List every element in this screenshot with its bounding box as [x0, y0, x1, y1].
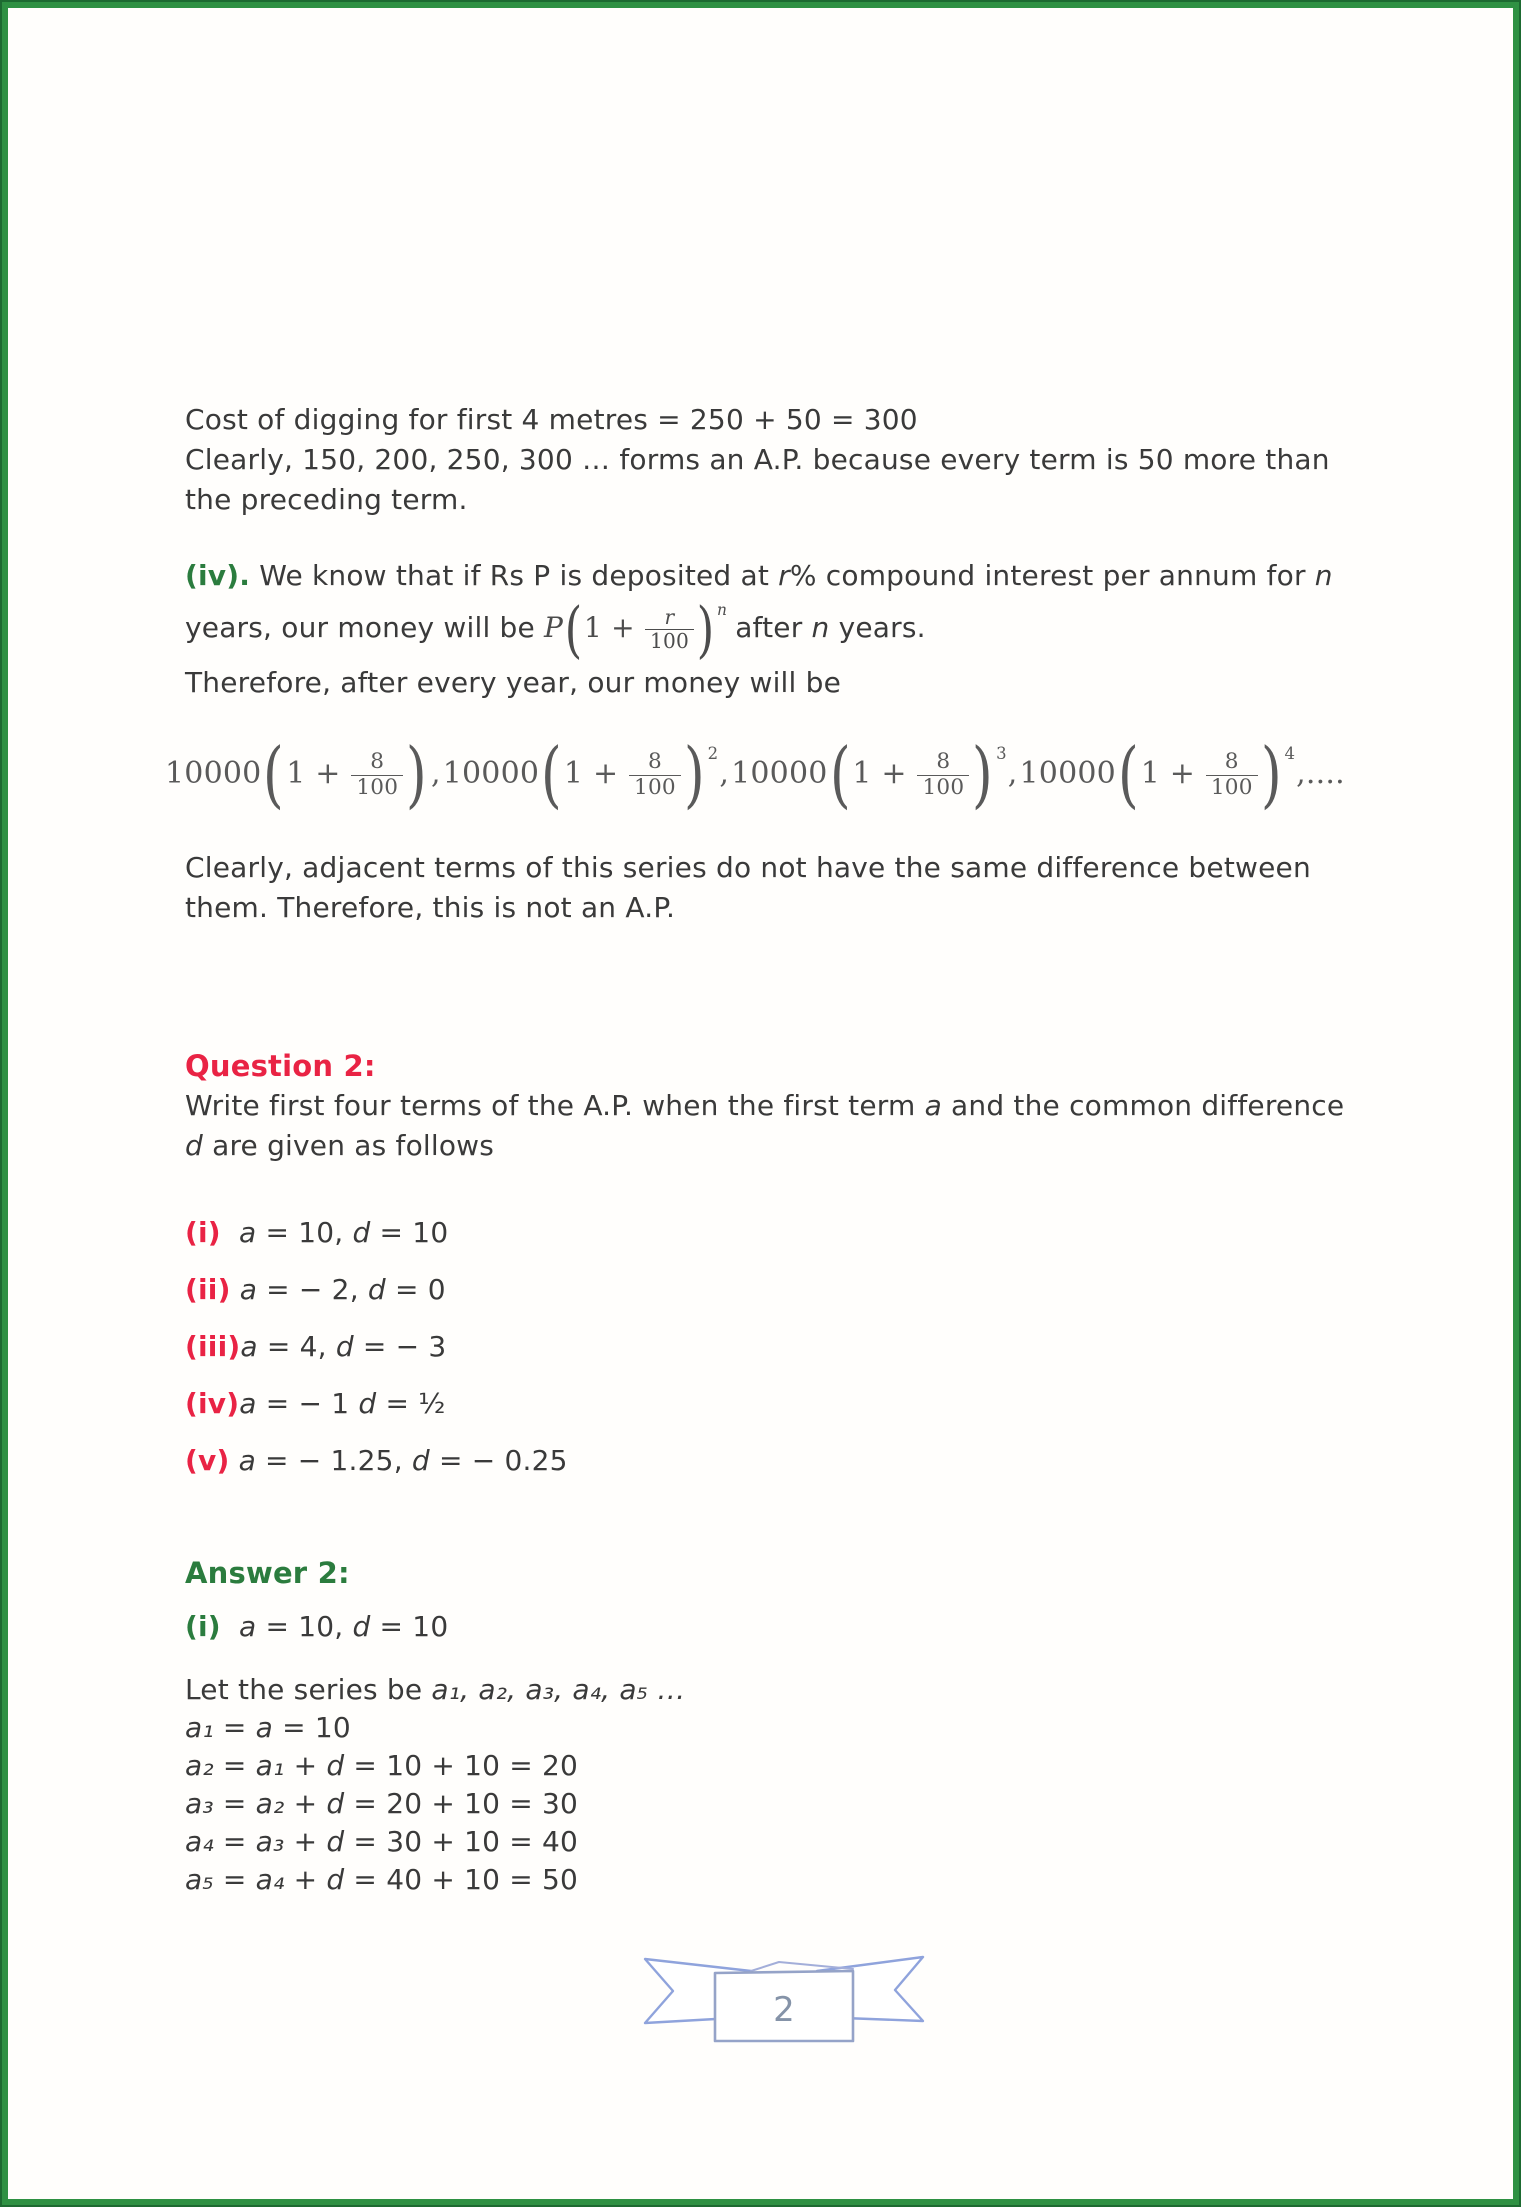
item-text: = 0 [385, 1273, 446, 1306]
term-coefficient: 10000 [1019, 756, 1116, 791]
question-2-text: and the common difference [941, 1089, 1345, 1122]
eq-var: d [326, 1825, 345, 1858]
item-text: = 10, [256, 1216, 353, 1249]
equation-a5 [185, 1861, 1363, 1899]
eq-text: = 30 + 10 = 40 [344, 1825, 578, 1858]
eq-var: a₅ [185, 1863, 214, 1896]
eq-var: a₃ [185, 1787, 214, 1820]
eq-text: = 10 + 10 = 20 [344, 1749, 578, 1782]
formula-term-2: 10000(1 + $\frac{8}{100}$ ) 2, [443, 756, 731, 791]
eq-text: + [284, 1825, 327, 1858]
var-a: a [239, 1273, 258, 1306]
fraction-numerator: 8 [629, 750, 681, 775]
eq-var: a₁ [185, 1711, 214, 1744]
therefore-line: Therefore, after every year, our money will be [185, 666, 842, 699]
eq-text: = [213, 1711, 256, 1744]
term-coefficient: 10000 [165, 756, 262, 791]
term-separator: , [430, 756, 441, 791]
var-a: a [240, 1330, 258, 1363]
term-exponent: 4 [1284, 744, 1296, 764]
intro-line-1: Cost of digging for first 4 metres = 250 + 50 = 300 [185, 403, 918, 436]
eq-var: a₂ [255, 1787, 285, 1820]
term-separator: , [1007, 756, 1018, 791]
item-text: = 10 [370, 1216, 449, 1249]
page-content [8, 8, 1513, 2060]
item-text: = − 1 [256, 1387, 359, 1420]
var-d: d [352, 1216, 371, 1249]
answer-equations [185, 1709, 1363, 1899]
var-d: d [411, 1444, 430, 1477]
formula-term-3: 10000(1 + $\frac{8}{100}$ ) 3, [731, 756, 1019, 791]
item-label: (i) [185, 1610, 221, 1643]
question-item-ii [185, 1261, 1363, 1318]
term-coefficient: 10000 [731, 756, 828, 791]
item-gap [229, 1444, 238, 1477]
item-label: (v) [185, 1444, 230, 1477]
eq-var: a₁ [255, 1749, 285, 1782]
question-2-text: are given as follows [202, 1129, 495, 1162]
fraction-denominator: 100 [634, 774, 676, 800]
answer-2-heading: Answer 2: [185, 1556, 350, 1590]
var-d: d [335, 1330, 354, 1363]
eq-text: = [213, 1863, 256, 1896]
eq-text: + [284, 1787, 327, 1820]
eq-var: d [326, 1787, 345, 1820]
eq-var: a [255, 1711, 274, 1744]
eq-var: a₄ [255, 1863, 285, 1896]
item-gap [231, 1273, 240, 1306]
term-coefficient: 10000 [442, 756, 540, 791]
eq-text: + [284, 1863, 327, 1896]
equation-a1 [185, 1709, 1363, 1747]
var-a: a [239, 1610, 257, 1643]
exponent-n: n [716, 600, 728, 619]
page-number-ribbon [185, 1949, 1363, 2060]
question-item-iii [185, 1318, 1363, 1375]
var-a: a [238, 1444, 256, 1477]
fraction-denominator: 100 [1210, 774, 1253, 800]
var-d: d [185, 1129, 203, 1162]
item-text: = 10, [256, 1610, 353, 1643]
fraction-numerator: 8 [351, 750, 403, 775]
var-n: n [1314, 559, 1333, 592]
question-2-text: Write first four terms of the A.P. when the first term [185, 1089, 925, 1122]
equation-a2 [185, 1747, 1363, 1785]
question-2-heading: Question 2: [185, 1049, 376, 1083]
display-formula [165, 726, 1363, 826]
conclusion-paragraph: Clearly, adjacent terms of this series do not have the same difference between them. Therefore, this is not an A.P. [185, 851, 1311, 924]
page-border-frame [2, 2, 1519, 2205]
item-text: = ½ [376, 1387, 446, 1420]
term-separator: , [719, 756, 730, 791]
fraction-denominator: 100 [649, 629, 690, 653]
part-iv-paragraph [185, 550, 1380, 708]
fraction-numerator: 8 [1206, 750, 1258, 775]
term-exponent: 3 [996, 744, 1007, 764]
item-text: = − 1.25, [255, 1444, 412, 1477]
fraction-denominator: 100 [922, 774, 965, 800]
eq-text: = [213, 1749, 256, 1782]
eq-text: = [213, 1787, 256, 1820]
item-text: = − 3 [353, 1330, 447, 1363]
item-gap [221, 1216, 239, 1249]
eq-text: = 20 + 10 = 30 [344, 1787, 578, 1820]
item-text: = 4, [257, 1330, 336, 1363]
eq-text: = [213, 1825, 256, 1858]
var-n: n [811, 611, 830, 644]
fraction-denominator: 100 [356, 774, 399, 800]
answer-item-i [185, 1607, 1363, 1647]
question-2-items [185, 1204, 1363, 1489]
term-body: 1 + [286, 756, 341, 791]
ribbon-banner-icon [639, 1949, 929, 2049]
item-gap [221, 1610, 239, 1643]
var-a: a [239, 1387, 257, 1420]
eq-var: a₃ [255, 1825, 285, 1858]
var-a: a [239, 1216, 257, 1249]
item-text: = − 2, [257, 1273, 368, 1306]
var-d: d [358, 1387, 377, 1420]
part-iv-text: years, our money will be [185, 611, 545, 644]
eq-var: d [326, 1863, 345, 1896]
item-label: (i) [185, 1216, 221, 1249]
fraction-r-100 [644, 606, 695, 652]
fraction-8-100 [916, 750, 970, 799]
item-text: = − 0.25 [429, 1444, 568, 1477]
formula-body: 1 + [584, 611, 635, 644]
eq-text: + [284, 1749, 327, 1782]
term-separator: ,.... [1296, 756, 1345, 791]
eq-var: a₄ [185, 1825, 214, 1858]
equation-a3 [185, 1785, 1363, 1823]
fraction-numerator: r [645, 606, 694, 630]
series-definition-line [185, 1671, 1363, 1709]
eq-text: = 10 [273, 1711, 351, 1744]
intro-paragraph [185, 400, 1363, 520]
eq-var: d [326, 1749, 345, 1782]
var-a: a [924, 1089, 942, 1122]
term-body: 1 + [1140, 756, 1196, 791]
fraction-numerator: 8 [917, 750, 969, 775]
term-exponent: 2 [707, 744, 719, 764]
item-label: (ii) [185, 1273, 231, 1306]
var-d: d [367, 1273, 386, 1306]
series-terms: a₁, a₂, a₃, a₄, a₅ … [431, 1673, 686, 1706]
fraction-8-100 [350, 750, 404, 799]
formula-term-4: 10000(1 + $\frac{8}{100}$ ) 4,.... [1020, 756, 1347, 791]
eq-var: a₂ [185, 1749, 214, 1782]
series-text: Let the series be [185, 1673, 432, 1706]
question-item-v [185, 1432, 1363, 1489]
part-iv-text: years. [829, 611, 926, 644]
formula-principal: P [544, 611, 564, 644]
var-r: r [778, 559, 790, 592]
item-label: (iv) [185, 1387, 240, 1420]
eq-text: = 40 + 10 = 50 [344, 1863, 578, 1896]
inline-compound-interest-formula: P(1 + $\frac{r}{100}$ ) n [544, 611, 726, 644]
var-d: d [352, 1610, 371, 1643]
question-item-i [185, 1204, 1363, 1261]
question-item-iv [185, 1375, 1363, 1432]
equation-a4 [185, 1823, 1363, 1861]
fraction-8-100 [1205, 750, 1259, 799]
part-iv-text: % compound interest per annum for [789, 559, 1315, 592]
part-iv-text: after [726, 611, 812, 644]
part-iv-label: (iv). [185, 559, 251, 592]
item-label: (iii) [185, 1330, 241, 1363]
term-body: 1 + [563, 756, 619, 791]
formula-term-1: 10000(1 + $\frac{8}{100}$ ) , [165, 732, 441, 817]
item-text: = 10 [370, 1610, 449, 1643]
question-2-intro [185, 1086, 1370, 1166]
intro-line-2: Clearly, 150, 200, 250, 300 … forms an A.P. because every term is 50 more than the preceding term. [185, 443, 1330, 516]
part-iv-text: We know that if Rs P is deposited at [250, 559, 779, 592]
term-body: 1 + [852, 756, 907, 791]
page-number: 2 [773, 1990, 795, 2030]
fraction-8-100 [628, 750, 682, 799]
